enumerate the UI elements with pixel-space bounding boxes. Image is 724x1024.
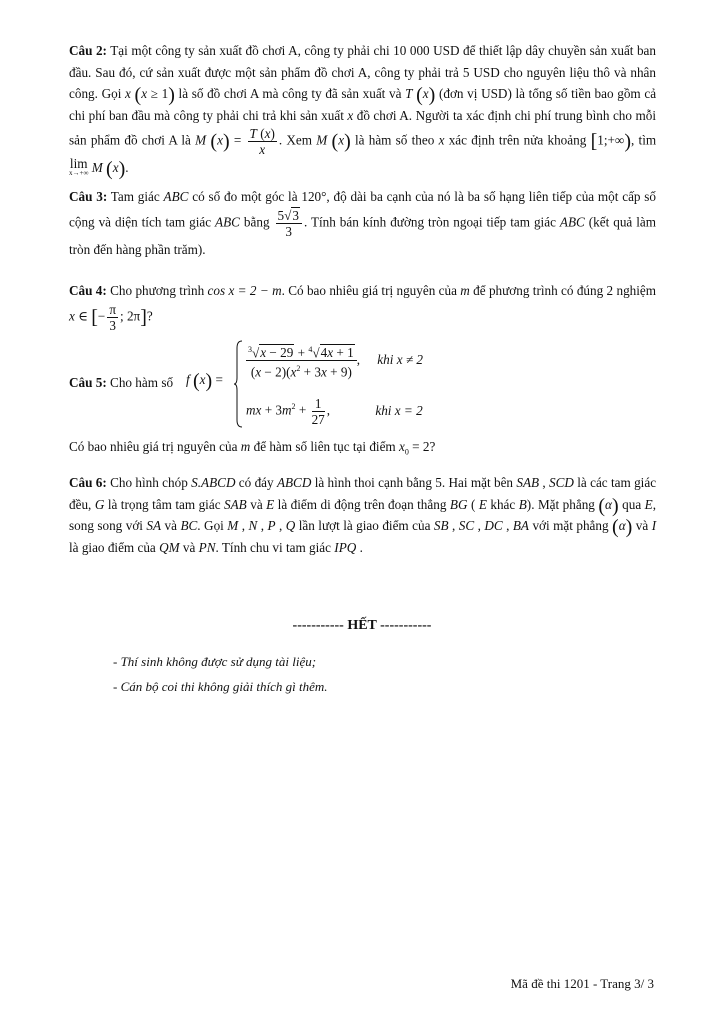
q6-text-17: là giao điểm của: [69, 539, 156, 555]
question-6-label: Câu 6:: [69, 475, 107, 490]
q3-text-6: (kết quả làm tròn đến hàng phần trăm).: [69, 214, 656, 257]
curly-brace: [233, 340, 243, 428]
q6-text-3: là hình thoi cạnh bằng 5. Hai mặt bên: [314, 475, 514, 490]
q3-text-5: . Tính bán kính đường tròn ngoại tiếp tam giác: [303, 214, 556, 230]
q6-text-15: với mặt phẳng: [532, 518, 609, 533]
case-2-condition: khi x = 2: [375, 402, 423, 418]
q3-text-4: bằng: [243, 214, 270, 230]
q2-text-6: xác định trên nửa khoảng: [448, 132, 587, 148]
note-1: - Thí sinh không được sử dụng tài liệu;: [113, 654, 317, 669]
q4-text-3: để phương trình có đúng 2 nghiệm: [473, 283, 657, 298]
q3-angle: 120°: [301, 189, 327, 204]
q2-text-3: đồ chơi A. Người ta xác định chi phí trung bình cho mỗi sản phẩm đồ chơi A là: [69, 107, 656, 148]
q2-text-2: (đơn vị USD) là tổng số tiền bao gồm cả chi phí ban đầu mà công ty phải chi trả khi sản xuất: [69, 86, 657, 123]
q6-text-8: khác: [490, 496, 516, 512]
question-2: Câu 2: Tại một công ty sản xuất đồ chơi A, công ty phải chi 10 000 USD để thiết lập dây chuyền sản xuất ban đầu. Sau đó, cứ sản xuất được một sản phẩm đồ chơi A, công ty phải trả 5 USD cho nguyên liệu thô và nhân công. Gọi x (x ≥ 1) là số đồ chơi A mà công ty đã sản xuất và T (x) (đơn vị USD) là tổng số tiền bao gồm cả chi phí ban đầu mà công ty phải chi trả khi sản xuất x đồ chơi A. Người ta xác định chi phí trung bình cho mỗi sản phẩm đồ chơi A là M (x) = $\frac{T (x)}{x}$ . Xem M (x) là hàm số theo x xác định trên nửa khoảng [1;+∞), tìm lim x→+∞ M (x).: [69, 43, 657, 180]
q6-text-13: . Gọi: [197, 518, 224, 533]
q6-text-1: Cho hình chóp: [110, 475, 188, 490]
q3-text-3: , độ dài ba cạnh của nó là ba số hạng liên tiếp của một cấp số cộng và diện tích tam giác: [69, 189, 657, 230]
page-footer: Mã đề thi 1201 - Trang 3/ 3: [510, 976, 654, 991]
case-2: mx + $3m^2$ + $\frac{1}{27}$ , khi x = 2: [246, 396, 423, 427]
piecewise-function: f (x) = $\frac{^3√x - 29 + ^4√4x + 1}{(x - 2)(x^2 + 3x + 9)}$ , khi x ≠ 2 mx + $3m^2$ + $\frac{1}{27}$ , khi x = 2: [186, 340, 486, 428]
question-2-label: Câu 2:: [69, 43, 107, 58]
q6-text-14: lần lượt là giao điểm của: [298, 518, 431, 533]
q2-intro: Tại một công ty sản xuất đồ chơi A, công ty phải chi 10 000 USD để thiết lập dây chuyền sản xuất ban đầu. Sau đó, cứ sản xuất được một sản phẩm đồ chơi A, công ty phải trả 5 USD cho nguyên liệu thô và nhân công. Gọi: [69, 43, 657, 101]
question-5-ask: Có bao nhiêu giá trị nguyên của m để hàm số liên tục tại điểm $x_0 = 2$?: [69, 439, 436, 457]
case-1-condition: khi x ≠ 2: [377, 351, 423, 367]
question-6: Câu 6: Cho hình chóp S.ABCD có đáy ABCD là hình thoi cạnh bằng 5. Hai mặt bên SAB , SCD là các tam giác đều, G là trọng tâm tam giác SAB và E là điểm di động trên đoạn thẳng BG ( E khác B). Mặt phẳng (α) qua E, song song với SA và BC. Gọi M , N , P , Q lần lượt là giao điểm của SB , SC , DC , BA với mặt phẳng (α) và I là giao điểm của QM và PN. Tính chu vi tam giác IPQ .: [69, 475, 657, 555]
question-5-label: Câu 5:: [69, 375, 107, 390]
end-marker: ----------- HẾT -----------: [292, 618, 432, 633]
q6-text-4: là các tam giác đều,: [69, 475, 657, 512]
question-3-label: Câu 3:: [69, 189, 108, 204]
q6-text-10: qua: [622, 496, 642, 512]
q2-text-8: .: [125, 160, 129, 175]
q6-text-7: là điểm di động trên đoạn thẳng: [277, 496, 447, 512]
q2-fraction: $\frac{T (x)}{x}$: [249, 126, 275, 157]
q6-text-12: và: [164, 518, 177, 533]
q5-text-1: Cho hàm số: [110, 375, 174, 390]
q5-text-4: ?: [429, 439, 436, 454]
q2-text-7: , tìm: [631, 132, 657, 148]
q4-text-4: ?: [146, 308, 153, 324]
q4-text-1: Cho phương trình: [110, 283, 205, 298]
q6-text-16: và: [635, 518, 649, 533]
question-5-intro: [69, 372, 189, 394]
q6-text-11: , song song với: [69, 496, 656, 533]
case-1: $\frac{^3√x - 29 + ^4√4x + 1}{(x - 2)(x^2 + 3x + 9)}$ , khi x ≠ 2: [246, 342, 423, 380]
q5-text-3: để hàm số liên tục tại điểm: [253, 439, 396, 454]
q2-limit: lim x→+∞: [69, 156, 89, 177]
q6-text-9: ). Mặt phẳng: [526, 496, 595, 512]
q4-text-2: . Có bao nhiêu giá trị nguyên của: [281, 283, 457, 298]
note-2: - Cán bộ coi thi không giải thích gì thêm.: [113, 679, 328, 694]
q4-fraction: $\frac{\pi}{3}$: [109, 301, 116, 333]
q3-fraction: $\frac{5√3}{3}$: [276, 208, 302, 239]
question-4-label: Câu 4:: [69, 283, 107, 298]
q4-equation: cos x = 2 − m: [207, 283, 282, 298]
q6-text-18: . Tính chu vi tam giác: [215, 539, 331, 555]
q6-text-2: có đáy: [238, 475, 274, 490]
q5-text-2: Có bao nhiêu giá trị nguyên của: [69, 439, 238, 454]
q2-text-4: . Xem: [278, 132, 313, 148]
q2-text-5: là hàm số theo: [354, 132, 435, 148]
q6-text-5: là trọng tâm tam giác: [107, 496, 221, 512]
question-3: Câu 3: Tam giác ABC có số đo một góc là 120°, độ dài ba cạnh của nó là ba số hạng liên tiếp của một cấp số cộng và diện tích tam giác ABC bằng $\frac{5√3}{3}$ . Tính bán kính đường tròn ngoại tiếp tam giác ABC (kết quả làm tròn đến hàng phần trăm).: [69, 189, 657, 257]
question-4: Câu 4: Cho phương trình cos x = 2 − m. Có bao nhiêu giá trị nguyên của m để phương trình có đúng 2 nghiệm x ∈ [− $\frac{\pi}{3}$ ; 2π]?: [69, 283, 657, 333]
q6-text-6: và: [250, 496, 263, 512]
q2-text-1: là số đồ chơi A mà công ty đã sản xuất và: [178, 86, 402, 101]
q3-text-1: Tam giác: [110, 189, 160, 204]
q3-text-2: có số đo một góc là: [192, 189, 298, 204]
